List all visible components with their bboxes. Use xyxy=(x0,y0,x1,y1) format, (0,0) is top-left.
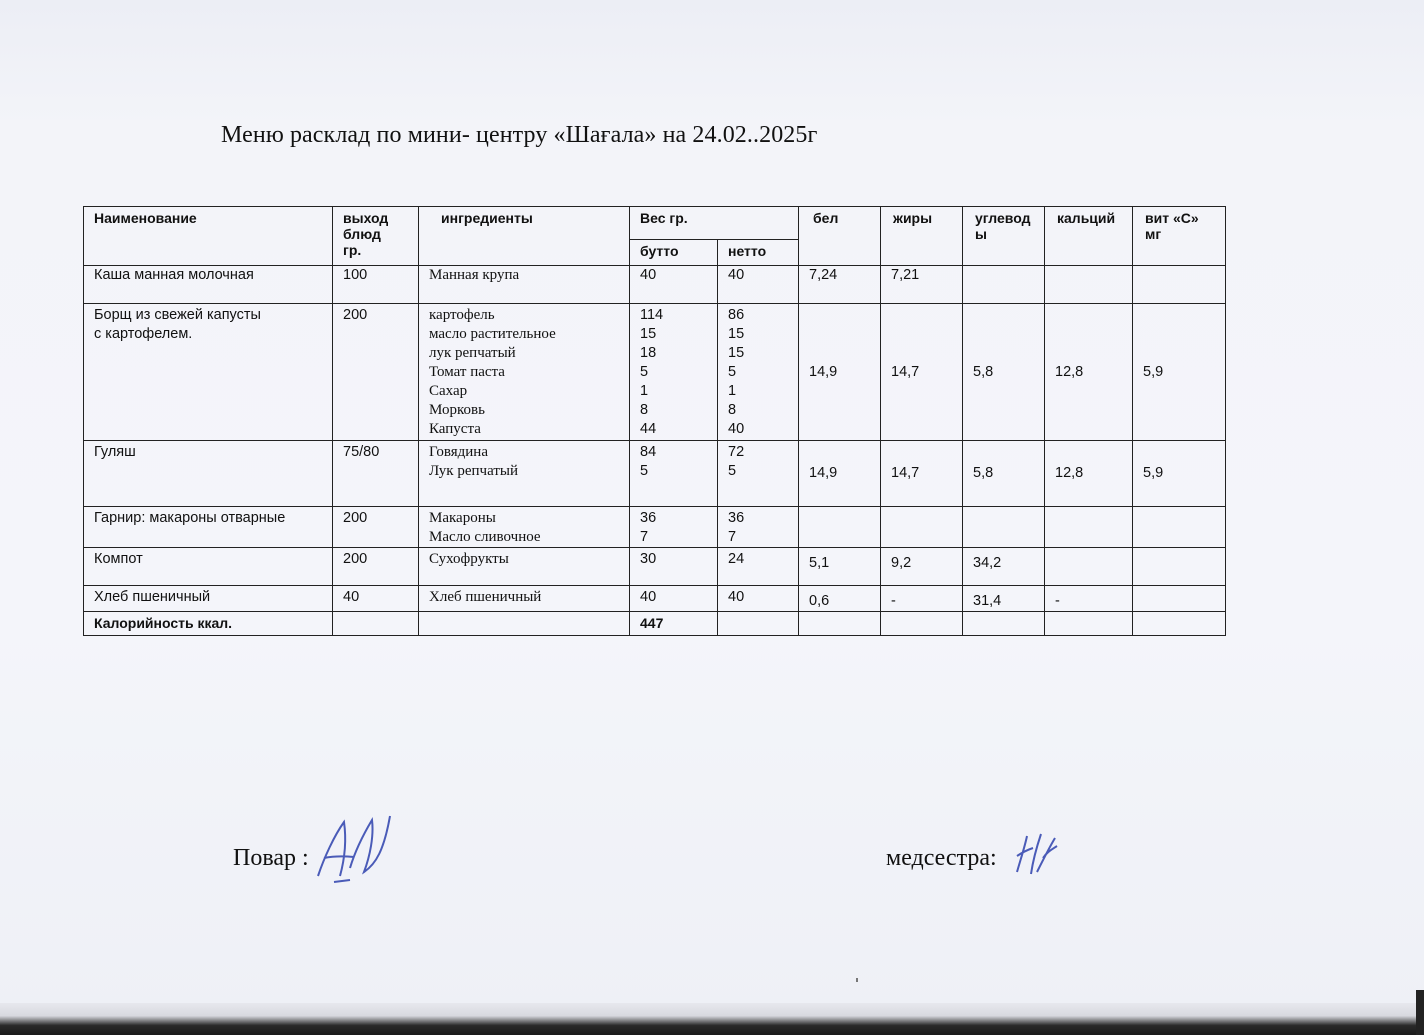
ingredient-item: Капуста xyxy=(429,421,481,437)
ingredient-item: Сахар xyxy=(429,383,468,399)
brutto-value: 40 xyxy=(640,589,657,605)
brutto-value: 44 xyxy=(640,421,657,437)
empty-cell xyxy=(1133,612,1226,636)
netto-value: 40 xyxy=(728,267,745,283)
scan-bottom-edge xyxy=(0,1003,1424,1035)
brutto-value: 1 xyxy=(640,383,649,399)
brutto-value: 7 xyxy=(640,529,649,545)
protein-value: 14,9 xyxy=(799,441,881,507)
header-weight: Вес гр. xyxy=(630,207,799,240)
netto-value: 15 xyxy=(728,345,745,361)
nurse-label: медсестра: xyxy=(886,845,997,871)
ingredient-list xyxy=(419,507,630,548)
header-carbs xyxy=(963,207,1045,266)
brutto-value: 36 xyxy=(640,510,657,526)
dish-name-line: Борщ из свежей капусты xyxy=(94,307,261,323)
protein-value: 5,1 xyxy=(799,548,881,586)
netto-value: 40 xyxy=(728,421,745,437)
total-label: Калорийность ккал. xyxy=(84,612,333,636)
table-row xyxy=(84,441,1226,507)
brutto-value: 40 xyxy=(640,267,657,283)
netto-value: 36 xyxy=(728,510,745,526)
calcium-value xyxy=(1045,266,1133,304)
table-row xyxy=(84,266,1226,304)
menu-table xyxy=(83,206,1226,636)
protein-value: 0,6 xyxy=(799,586,881,612)
ingredient-item: Лук репчатый xyxy=(429,463,518,479)
paper-speck xyxy=(856,978,858,982)
empty-cell xyxy=(799,612,881,636)
protein-value: 7,24 xyxy=(799,266,881,304)
vitc-value xyxy=(1133,507,1226,548)
dish-name-line: Хлеб пшеничный xyxy=(94,589,211,605)
cook-signature xyxy=(310,810,400,890)
netto-value: 40 xyxy=(728,589,745,605)
ingredient-item: Хлеб пшеничный xyxy=(429,589,542,605)
header-netto: нетто xyxy=(718,240,799,266)
dish-output: 100 xyxy=(333,266,419,304)
table-row xyxy=(84,548,1226,586)
netto-value: 8 xyxy=(728,402,737,418)
ingredient-list xyxy=(419,266,630,304)
brutto-value: 30 xyxy=(640,551,657,567)
table-row xyxy=(84,304,1226,441)
netto-values xyxy=(718,441,799,507)
brutto-value: 15 xyxy=(640,326,657,342)
netto-value: 7 xyxy=(728,529,737,545)
netto-values xyxy=(718,586,799,612)
dish-name xyxy=(84,441,333,507)
fat-value xyxy=(881,507,963,548)
header-fat: жиры xyxy=(881,207,963,266)
header-carbs-line: ы xyxy=(975,226,987,242)
header-output xyxy=(333,207,419,266)
brutto-values xyxy=(630,586,718,612)
ingredient-item: масло растительное xyxy=(429,326,556,342)
header-name: Наименование xyxy=(84,207,333,266)
document-title: Меню расклад по мини- центру «Шағала» на 24.02..2025г xyxy=(221,122,818,148)
carbs-value xyxy=(963,507,1045,548)
carbs-value: 5,8 xyxy=(963,441,1045,507)
brutto-values xyxy=(630,441,718,507)
ingredient-item: Сухофрукты xyxy=(429,551,509,567)
netto-values xyxy=(718,266,799,304)
empty-cell xyxy=(963,612,1045,636)
dish-name xyxy=(84,548,333,586)
ingredient-item: Томат паста xyxy=(429,364,505,380)
vitc-value xyxy=(1133,586,1226,612)
ingredient-item: лук репчатый xyxy=(429,345,516,361)
fat-value: 7,21 xyxy=(881,266,963,304)
vitc-value: 5,9 xyxy=(1133,441,1226,507)
netto-values xyxy=(718,548,799,586)
header-brutto: бутто xyxy=(630,240,718,266)
ingredient-item: Масло сливочное xyxy=(429,529,541,545)
header-carbs-line: углевод xyxy=(975,210,1031,226)
total-row xyxy=(84,612,1226,636)
brutto-values xyxy=(630,548,718,586)
ingredient-item: картофель xyxy=(429,307,495,323)
protein-value xyxy=(799,507,881,548)
dish-output: 200 xyxy=(333,507,419,548)
brutto-value: 18 xyxy=(640,345,657,361)
header-output-line: блюд xyxy=(343,226,381,242)
ingredient-list xyxy=(419,548,630,586)
dish-name xyxy=(84,266,333,304)
vitc-value: 5,9 xyxy=(1133,304,1226,441)
ingredient-item: Макароны xyxy=(429,510,496,526)
header-vitc-line: мг xyxy=(1145,226,1162,242)
header-output-line: гр. xyxy=(343,242,362,258)
dish-output: 75/80 xyxy=(333,441,419,507)
dish-name-line: Гуляш xyxy=(94,444,136,460)
header-calcium: кальций xyxy=(1045,207,1133,266)
header-ingredients: ингредиенты xyxy=(419,207,630,266)
empty-cell xyxy=(718,612,799,636)
brutto-values xyxy=(630,266,718,304)
ingredient-list xyxy=(419,586,630,612)
empty-cell xyxy=(1045,612,1133,636)
fat-value: - xyxy=(881,586,963,612)
protein-value: 14,9 xyxy=(799,304,881,441)
dish-name xyxy=(84,304,333,441)
calcium-value: 12,8 xyxy=(1045,304,1133,441)
brutto-values xyxy=(630,304,718,441)
fat-value: 14,7 xyxy=(881,304,963,441)
vitc-value xyxy=(1133,266,1226,304)
carbs-value: 31,4 xyxy=(963,586,1045,612)
cook-label: Повар : xyxy=(233,845,309,871)
dish-name-line: с картофелем. xyxy=(94,326,193,342)
brutto-values xyxy=(630,507,718,548)
dish-output: 40 xyxy=(333,586,419,612)
empty-cell xyxy=(881,612,963,636)
dish-name xyxy=(84,586,333,612)
fat-value: 9,2 xyxy=(881,548,963,586)
netto-value: 72 xyxy=(728,444,745,460)
netto-value: 1 xyxy=(728,383,737,399)
ingredient-list xyxy=(419,304,630,441)
header-vitc-line: вит «С» xyxy=(1145,210,1199,226)
header-vitc xyxy=(1133,207,1226,266)
header-protein: бел xyxy=(799,207,881,266)
header-row xyxy=(84,207,1226,240)
dish-name xyxy=(84,507,333,548)
ingredient-item: Манная крупа xyxy=(429,267,520,283)
dish-output: 200 xyxy=(333,548,419,586)
carbs-value xyxy=(963,266,1045,304)
ingredient-item: Морковь xyxy=(429,402,485,418)
fat-value: 14,7 xyxy=(881,441,963,507)
nurse-signature xyxy=(1013,828,1061,884)
netto-value: 15 xyxy=(728,326,745,342)
carbs-value: 5,8 xyxy=(963,304,1045,441)
scan-corner-edge xyxy=(1416,990,1424,1035)
table-row xyxy=(84,507,1226,548)
calcium-value: 12,8 xyxy=(1045,441,1133,507)
ingredient-item: Говядина xyxy=(429,444,488,460)
ingredient-list xyxy=(419,441,630,507)
total-value: 447 xyxy=(630,612,718,636)
calcium-value: - xyxy=(1045,586,1133,612)
dish-name-line: Компот xyxy=(94,551,143,567)
netto-value: 24 xyxy=(728,551,745,567)
netto-values xyxy=(718,507,799,548)
calcium-value xyxy=(1045,507,1133,548)
header-output-line: выход xyxy=(343,210,389,226)
netto-value: 86 xyxy=(728,307,745,323)
netto-values xyxy=(718,304,799,441)
empty-cell xyxy=(419,612,630,636)
netto-value: 5 xyxy=(728,463,737,479)
dish-name-line: Каша манная молочная xyxy=(94,267,254,283)
brutto-value: 8 xyxy=(640,402,649,418)
dish-name-line: Гарнир: макароны отварные xyxy=(94,510,286,526)
vitc-value xyxy=(1133,548,1226,586)
brutto-value: 84 xyxy=(640,444,657,460)
brutto-value: 5 xyxy=(640,364,649,380)
table-row xyxy=(84,586,1226,612)
carbs-value: 34,2 xyxy=(963,548,1045,586)
dish-output: 200 xyxy=(333,304,419,441)
netto-value: 5 xyxy=(728,364,737,380)
brutto-value: 114 xyxy=(640,307,664,323)
calcium-value xyxy=(1045,548,1133,586)
empty-cell xyxy=(333,612,419,636)
brutto-value: 5 xyxy=(640,463,649,479)
